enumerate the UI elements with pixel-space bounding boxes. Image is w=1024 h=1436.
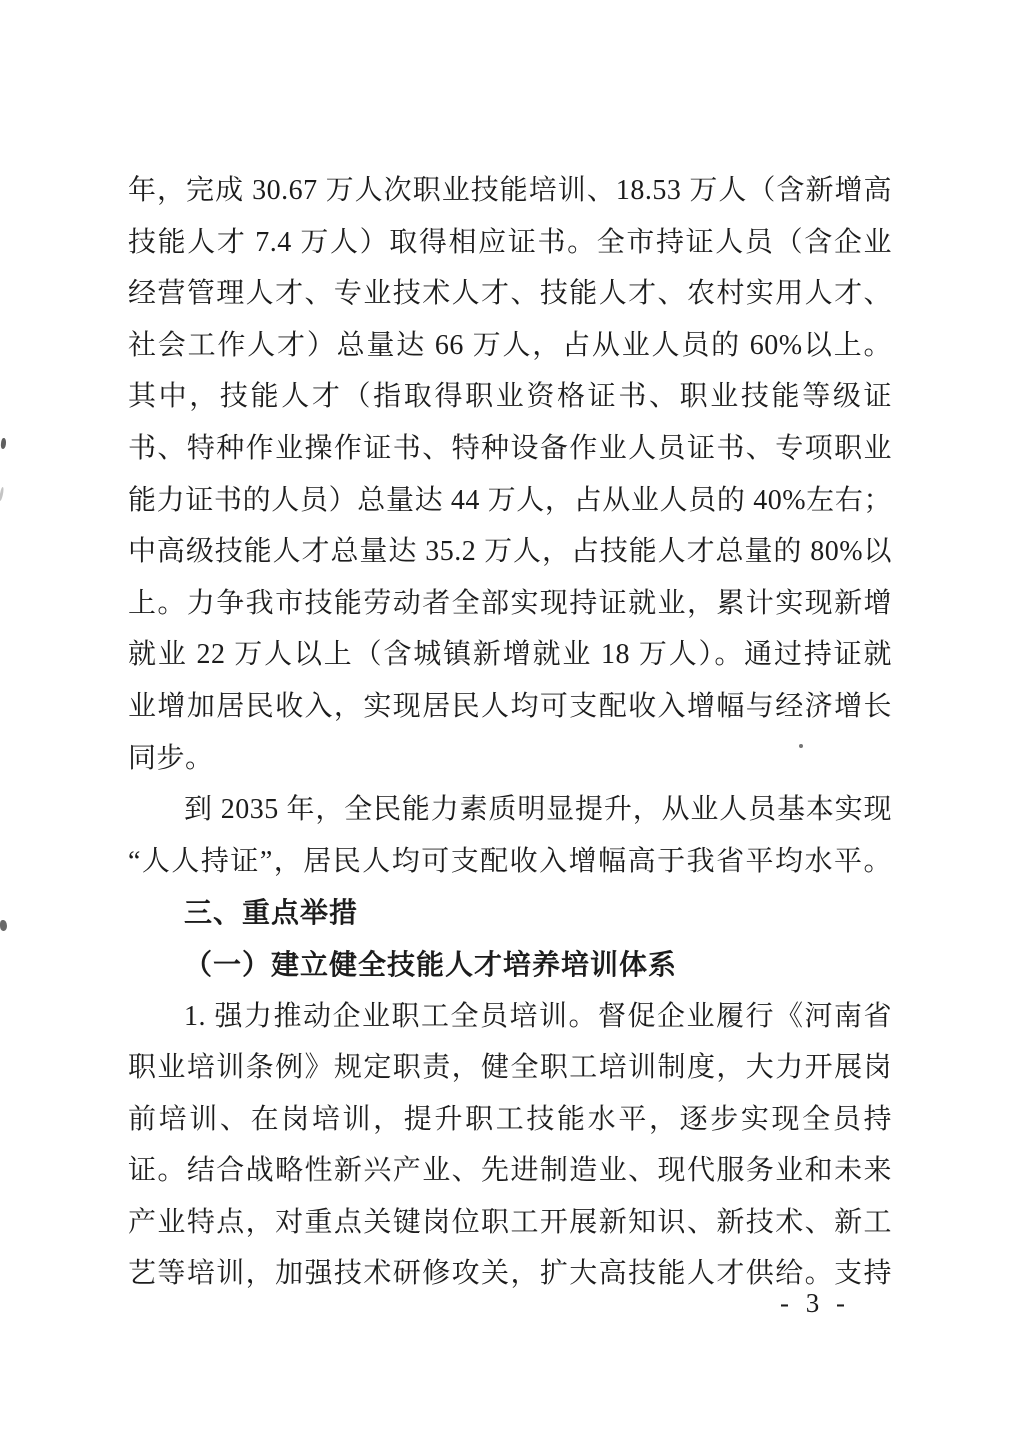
- text-line: 同步。: [128, 742, 214, 774]
- text-line: 年，完成 30.67 万人次职业技能培训、18.53 万人（含新增高: [128, 175, 892, 206]
- text-line: 技能人才 7.4 万人）取得相应证书。全市持证人员（含企业: [128, 226, 892, 258]
- page-number: - 3 -: [780, 1288, 850, 1318]
- text-line: 艺等培训，加强技术研修攻关，扩大高技能人才供给。支持: [128, 1258, 892, 1290]
- text-line: 中高级技能人才总量达 35.2 万人，占技能人才总量的 80%以: [128, 536, 892, 568]
- text-line: 就业 22 万人以上（含城镇新增就业 18 万人）。通过持证就: [128, 639, 892, 671]
- text-line: 上。力争我市技能劳动者全部实现持证就业，累计实现新增: [128, 587, 892, 619]
- text-line: 1. 强力推动企业职工全员培训。督促企业履行《河南省: [184, 1000, 892, 1032]
- text-line: 社会工作人才）总量达 66 万人，占从业人员的 60%以上。: [128, 329, 892, 361]
- heading-line: （一）建立健全技能人才培养培训体系: [184, 948, 678, 980]
- text-line: 证。结合战略性新兴产业、先进制造业、现代服务业和未来: [128, 1155, 892, 1187]
- text-line: 职业培训条例》规定职责，健全职工培训制度，大力开展岗: [128, 1052, 892, 1084]
- text-line: 业增加居民收入，实现居民人均可支配收入增幅与经济增长: [128, 690, 892, 722]
- text-line: 经营管理人才、专业技术人才、技能人才、农村实用人才、: [128, 278, 892, 310]
- text-line: 能力证书的人员）总量达 44 万人，占从业人员的 40%左右；: [128, 484, 892, 516]
- scan-artifact: [799, 744, 803, 748]
- text-line: “人人持证”，居民人均可支配收入增幅高于我省平均水平。: [128, 845, 892, 877]
- text-line: 产业特点，对重点关键岗位职工开展新知识、新技术、新工: [128, 1206, 892, 1238]
- text-line: 书、特种作业操作证书、特种设备作业人员证书、专项职业: [128, 432, 892, 464]
- document-text-block: [128, 165, 892, 1300]
- scan-artifact: [0, 920, 7, 931]
- heading-line: 三、重点举措: [184, 897, 359, 929]
- text-line: 其中，技能人才（指取得职业资格证书、职业技能等级证: [128, 381, 892, 413]
- scan-artifact: [0, 487, 4, 501]
- text-line: 前培训、在岗培训，提升职工技能水平，逐步实现全员持: [128, 1103, 892, 1135]
- scan-artifact: [0, 438, 6, 450]
- text-line: 到 2035 年，全民能力素质明显提升，从业人员基本实现: [184, 794, 892, 826]
